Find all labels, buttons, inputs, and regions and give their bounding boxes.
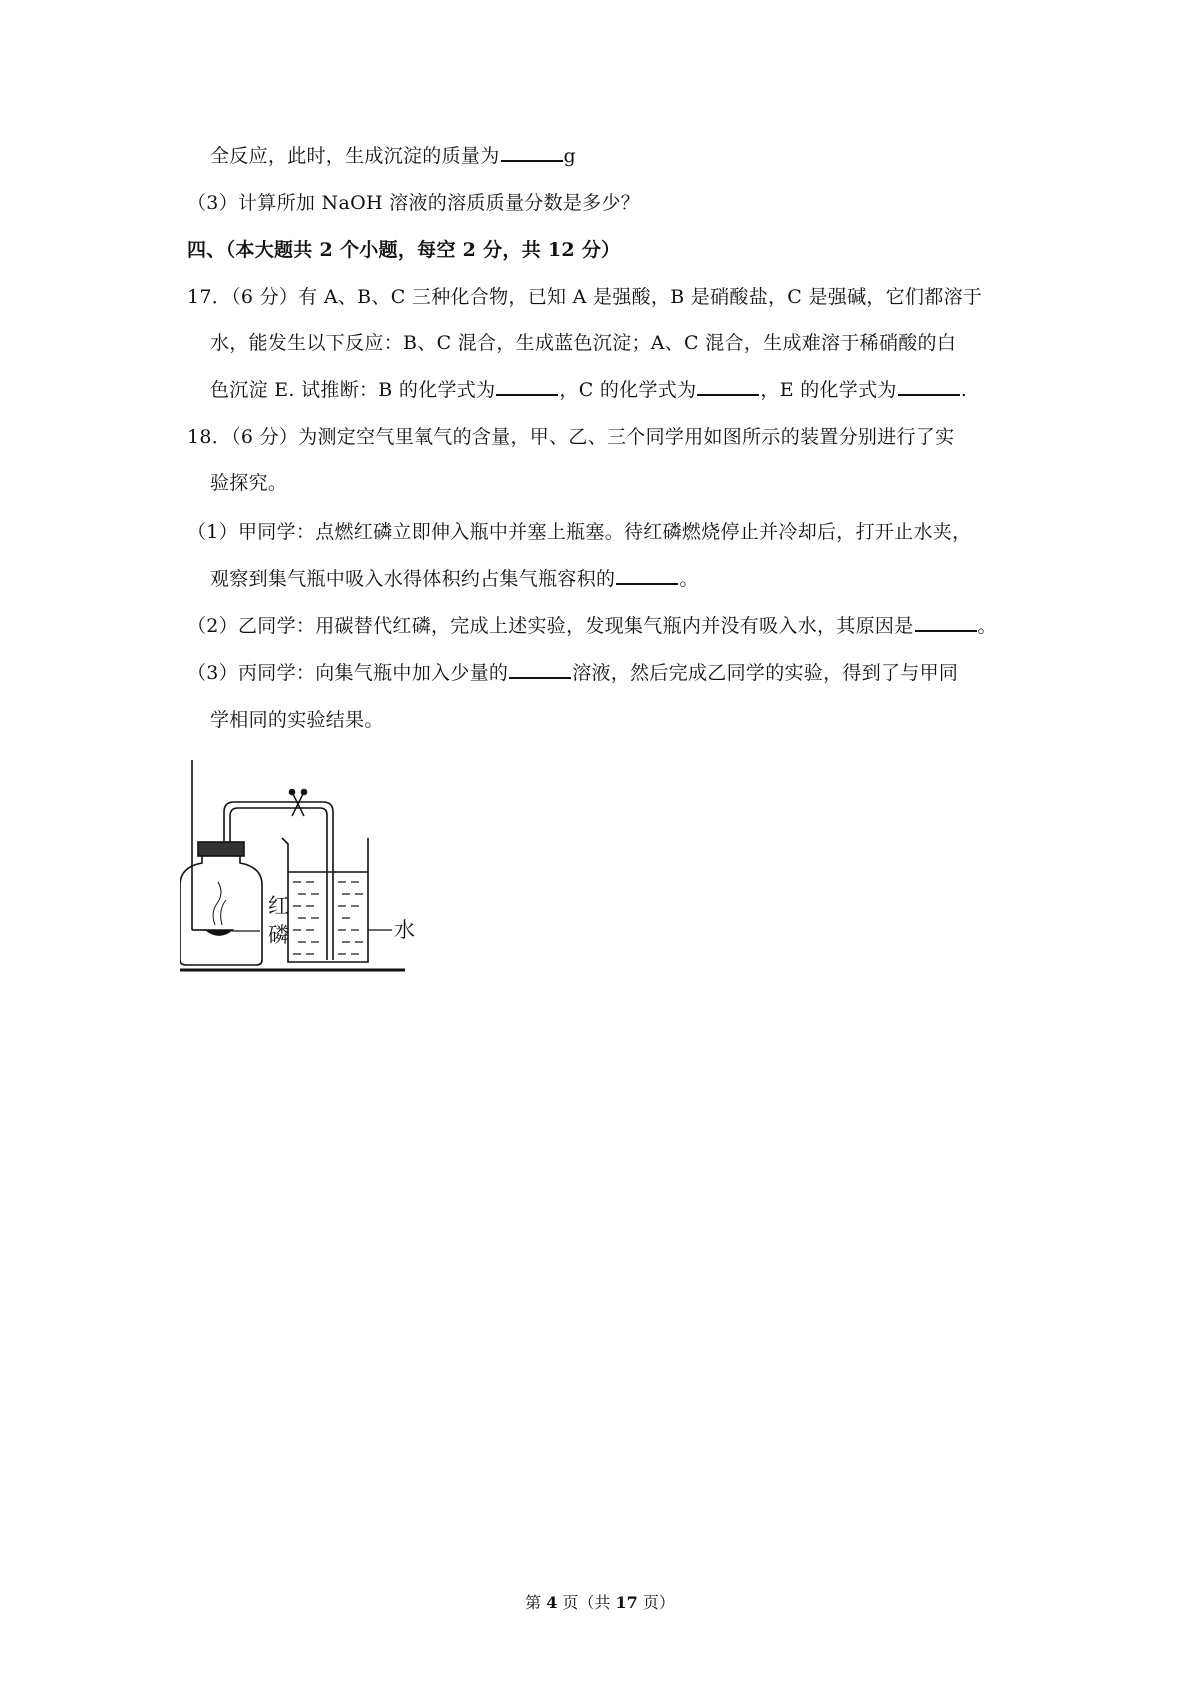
footer-suffix: 页） [637,1593,675,1612]
answer-blank [915,612,977,632]
answer-blank [509,659,571,679]
q18-part2 [187,612,997,640]
water-clamp [292,792,304,816]
q16-line1-unit: g [563,145,576,167]
q17-line3 [210,376,967,404]
q18-part1-line1: （1）甲同学：点燃红磷立即伸入瓶中并塞上瓶塞。待红磷燃烧停止并冷却后，打开止水夹， [187,521,972,543]
water-clamp-knob [290,790,295,795]
answer-blank [616,565,678,585]
q17-line1: 17．（6 分）有 A、B、C 三种化合物，已知 A 是强酸，B 是硝酸盐，C 是强碱，它们都溶于 [187,286,983,308]
combustion-spoon [206,930,232,935]
answer-blank [501,142,563,162]
q16-line1-text: 全反应，此时，生成沉淀的质量为 [210,145,500,167]
q18-part2-end: 。 [977,615,997,637]
footer-page-number: 4 [546,1593,558,1612]
water-clamp-knob [302,790,307,795]
q17-line3-c: ，E 的化学式为 [760,379,897,401]
q18-part3-line1 [187,659,958,687]
answer-blank [697,376,759,396]
q17-line2: 水，能发生以下反应：B、C 混合，生成蓝色沉淀；A、C 混合，生成难溶于稀硝酸的白 [210,332,957,354]
water-dashes [293,882,363,954]
q18-part2-text: （2）乙同学：用碳替代红磷，完成上述实验，发现集气瓶内并没有吸入水，其原因是 [187,615,914,637]
q18-part1-line2-text: 观察到集气瓶中吸入水得体积约占集气瓶容积的 [210,568,616,590]
bottle-stopper [198,842,244,856]
label-phosphorus: 磷 [268,923,289,947]
q18-part3-text-a: （3）丙同学：向集气瓶中加入少量的 [187,662,509,684]
page-footer [0,1592,1200,1614]
smoke [213,882,221,925]
q18-part1-line2 [210,565,699,593]
footer-prefix: 第 [525,1593,547,1612]
q17-line3-end: . [960,379,968,401]
beaker [282,838,368,962]
answer-blank [898,376,960,396]
q18-line1: 18．（6 分）为测定空气里氧气的含量，甲、乙、三个同学用如图所示的装置分别进行了实 [187,426,955,448]
footer-total-pages: 17 [615,1593,638,1612]
q18-part3-text-b: 溶液，然后完成乙同学的实验，得到了与甲同 [572,662,959,684]
q18-part3-line2: 学相同的实验结果。 [210,709,384,731]
section-heading: 四、（本大题共 2 个小题，每空 2 分，共 12 分） [187,239,621,261]
q18-line2: 验探究。 [210,472,288,494]
q17-line3-a: 色沉淀 E. 试推断：B 的化学式为 [210,379,496,401]
footer-middle: 页（共 [557,1593,616,1612]
apparatus-figure [180,760,420,980]
q16-part3: （3）计算所加 NaOH 溶液的溶质质量分数是多少？ [187,192,641,214]
answer-blank [496,376,558,396]
label-water: 水 [394,918,415,942]
q16-line1 [210,142,576,170]
smoke [221,900,226,925]
q18-part1-end: 。 [679,568,699,590]
label-red: 红 [268,894,289,918]
q17-line3-b: ，C 的化学式为 [559,379,697,401]
